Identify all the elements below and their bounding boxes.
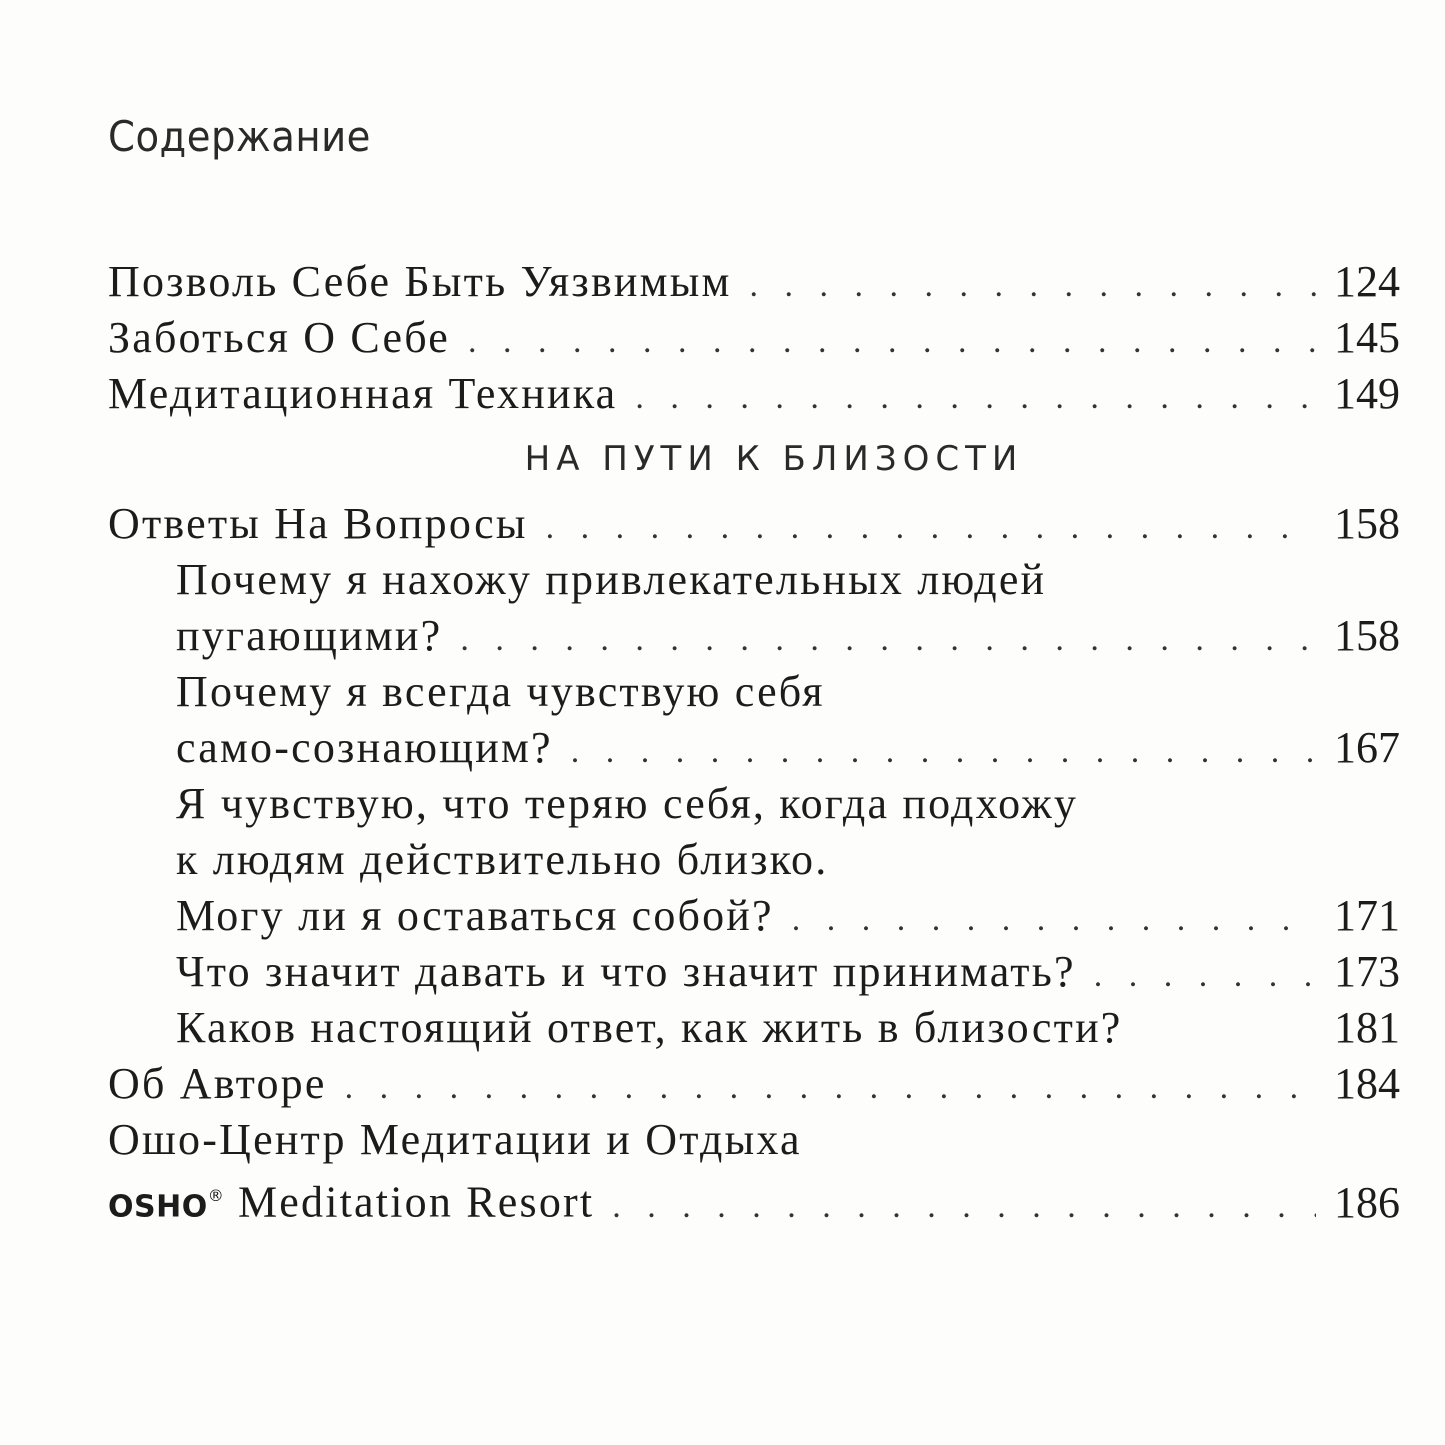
dot-leader [792, 892, 1316, 948]
dot-leader [635, 370, 1316, 426]
toc-subentry-line[interactable] [108, 664, 1400, 720]
dot-leader [468, 314, 1316, 370]
dot-leader [345, 1060, 1316, 1116]
toc-entry-title: Ответы На Вопросы [108, 499, 528, 548]
toc-subentry[interactable] [108, 720, 1400, 776]
dot-leader [612, 1179, 1316, 1235]
toc-entry-title: Заботься О Себе [108, 313, 450, 362]
toc-subentry-title: само-сознающим? [176, 723, 553, 772]
dot-leader [750, 258, 1316, 314]
toc-entry-page: 167 [1334, 723, 1400, 772]
toc-subentry-title: Могу ли я оставаться собой? [176, 891, 774, 940]
toc-subentry-title: Я чувствую, что теряю себя, когда подхожу [176, 779, 1079, 828]
toc-entry-title: Ошо-Центр Медитации и Отдыха [108, 1115, 802, 1164]
toc-entry[interactable] [108, 254, 1400, 310]
toc-subentry-title: Что значит давать и что значит принимать? [176, 947, 1076, 996]
toc-subentry[interactable] [108, 944, 1400, 1000]
toc-subentry-line[interactable] [108, 832, 1400, 888]
toc-entry-title: Об Авторе [108, 1059, 327, 1108]
dot-leader [460, 612, 1316, 668]
toc-entry[interactable] [108, 1056, 1400, 1112]
registered-mark: ® [207, 1186, 226, 1205]
toc-entry-page: 186 [1334, 1177, 1400, 1227]
toc-subentry[interactable] [108, 1000, 1400, 1056]
toc-entry-page: 184 [1334, 1059, 1400, 1108]
resort-name: Meditation Resort [237, 1177, 595, 1227]
toc-subentry-title: Почему я нахожу привлекательных людей [176, 555, 1047, 604]
dot-leader [571, 724, 1316, 780]
toc-entry[interactable] [108, 366, 1400, 422]
page-header: Содержание [108, 112, 371, 161]
toc-entry-title: Медитационная Техника [108, 369, 618, 418]
toc-entry-title: Позволь Себе Быть Уязвимым [108, 257, 732, 306]
toc-entry-line[interactable] [108, 1112, 1400, 1168]
toc-entry-page: 145 [1334, 313, 1400, 362]
toc-subentry-title: Каков настоящий ответ, как жить в близости? [176, 1003, 1123, 1052]
toc-entry[interactable] [108, 1168, 1400, 1227]
toc-subentry-line[interactable] [108, 552, 1400, 608]
toc-subentry-title: Почему я всегда чувствую себя [176, 667, 825, 716]
toc-entry-page: 173 [1334, 947, 1400, 996]
osho-brand: OSHO [108, 1189, 208, 1225]
toc-entry-page: 149 [1334, 369, 1400, 418]
toc-entry-title [108, 1168, 594, 1236]
section-title: НА ПУТИ К БЛИЗОСТИ [524, 439, 1024, 479]
toc-entry-page: 171 [1334, 891, 1400, 940]
toc-entry[interactable] [108, 496, 1400, 552]
toc-entry-page: 158 [1334, 611, 1400, 660]
dot-leader [546, 500, 1316, 556]
toc-subentry-line[interactable] [108, 776, 1400, 832]
toc-subentry-title: к людям действительно близко. [176, 835, 829, 884]
toc-subentry-title: пугающими? [176, 611, 443, 660]
toc-entry[interactable] [108, 310, 1400, 366]
table-of-contents [108, 254, 1400, 1227]
toc-entry-page: 158 [1334, 499, 1400, 548]
toc-subentry[interactable] [108, 888, 1400, 944]
toc-entry-page: 124 [1334, 257, 1400, 306]
toc-entry-page: 181 [1334, 1003, 1400, 1052]
toc-subentry[interactable] [108, 608, 1400, 664]
dot-leader [1094, 948, 1316, 1004]
